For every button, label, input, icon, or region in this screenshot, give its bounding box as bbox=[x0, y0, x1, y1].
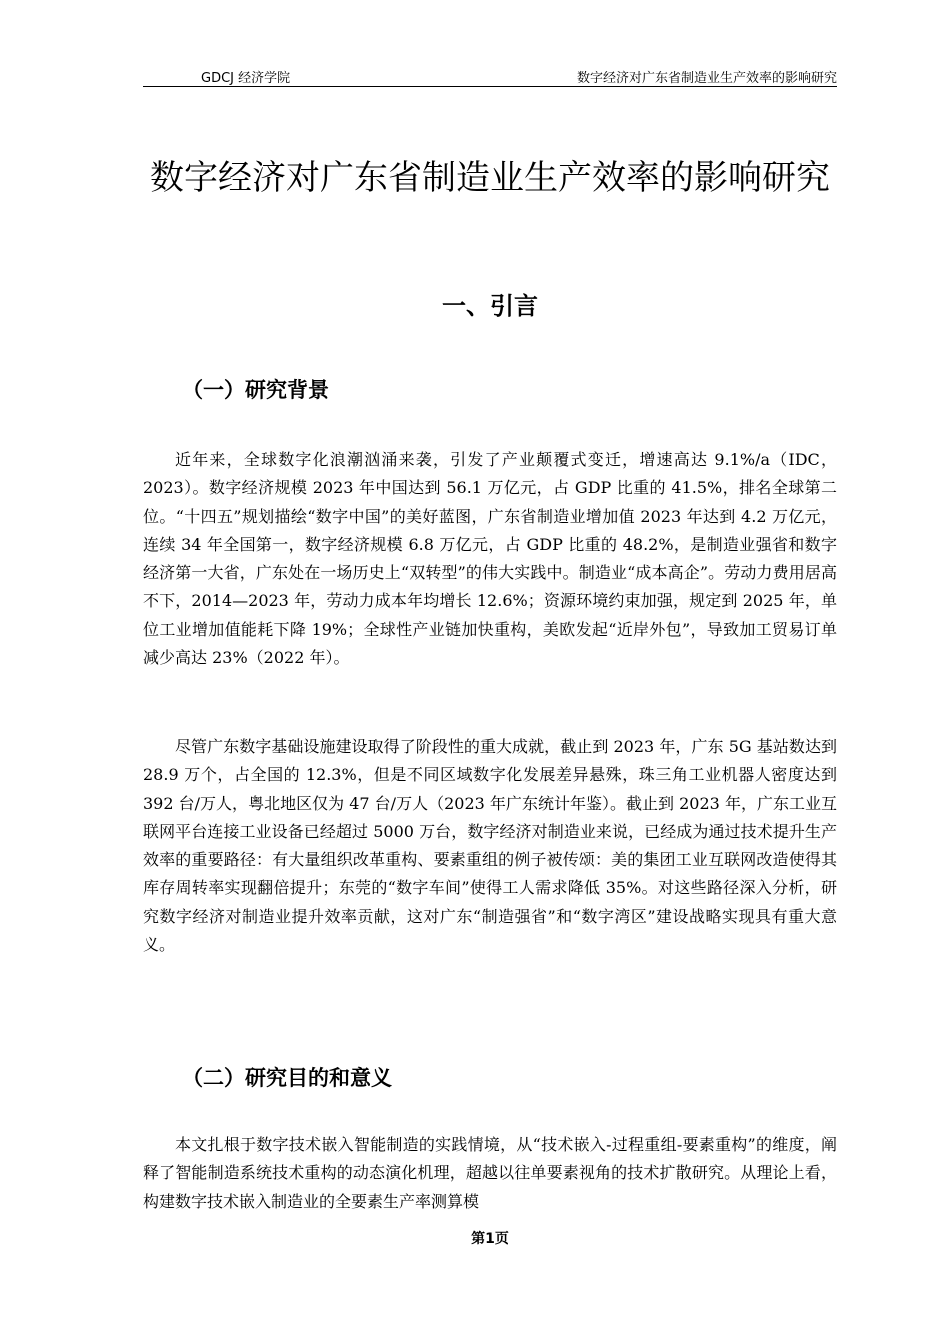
section-heading-intro: 一、引言 bbox=[442, 292, 538, 320]
paper-title: 数字经济对广东省制造业生产效率的影响研究 bbox=[150, 158, 830, 198]
header-left: GDCJ 经济学院 bbox=[201, 71, 291, 86]
page-header bbox=[143, 66, 837, 87]
paragraph-purpose-1: 本文扎根于数字技术嵌入智能制造的实践情境，从“技术嵌入-过程重组-要素重构”的维度，阐释了智能制造系统技术重构的动态演化机理，超越以往单要素视角的技术扩散研究。从理论上看，构建数字技术嵌入制造业的全要素生产率测算模 bbox=[143, 1135, 837, 1211]
paragraph-background-2: 尽管广东数字基础设施建设取得了阶段性的重大成就，截止到 2023 年，广东 5G 基站数达到 28.9 万个，占全国的 12.3%，但是不同区域数字化发展差异悬殊，珠三角工业机器人密度达到 392 台/万人，粤北地区仅为 47 台/万人（2023 年广东统计年鉴）。截止到 2023 年，广东工业互联网平台连接工业设备已经超过 5000 万台，数字经济对制造业来说，已经成为通过技术提升生产效率的重要路径：有大量组织改革重构、要素重组的例子被传颂：美的集团工业互联网改造使得其库存周转率实现翻倍提升；东莞的“数字车间”使得工人需求降低 35%。对这些路径深入分析，研究数字经济对制造业提升效率贡献，这对广东“制造强省”和“数字湾区”建设战略实现具有重大意义。 bbox=[143, 737, 837, 955]
paragraph-background-1: 近年来，全球数字化浪潮汹涌来袭，引发了产业颠覆式变迁，增速高达 9.1%/a（IDC，2023）。数字经济规模 2023 年中国达到 56.1 万亿元，占 GDP 比重的 41.5%，排名全球第二位。“十四五”规划描绘“数字中国”的美好蓝图，广东省制造业增加值 2023 年达到 4.2 万亿元，连续 34 年全国第一，数字经济规模 6.8 万亿元，占 GDP 比重的 48.2%，是制造业强省和数字经济第一大省，广东处在一场历史上“双转型”的伟大实践中。制造业“成本高企”。劳动力费用居高不下，2014—2023 年，劳动力成本年均增长 12.6%；资源环境约束加强，规定到 2025 年，单位工业增加值能耗下降 19%；全球性产业链加快重构，美欧发起“近岸外包”，导致加工贸易订单减少高达 23%（2022 年）。 bbox=[143, 450, 837, 668]
page-number: 第1页 bbox=[471, 1231, 509, 1247]
header-right: 数字经济对广东省制造业生产效率的影响研究 bbox=[576, 71, 837, 86]
subsection-heading-background: （一）研究背景 bbox=[182, 378, 329, 402]
subsection-heading-purpose: （二）研究目的和意义 bbox=[182, 1066, 392, 1090]
